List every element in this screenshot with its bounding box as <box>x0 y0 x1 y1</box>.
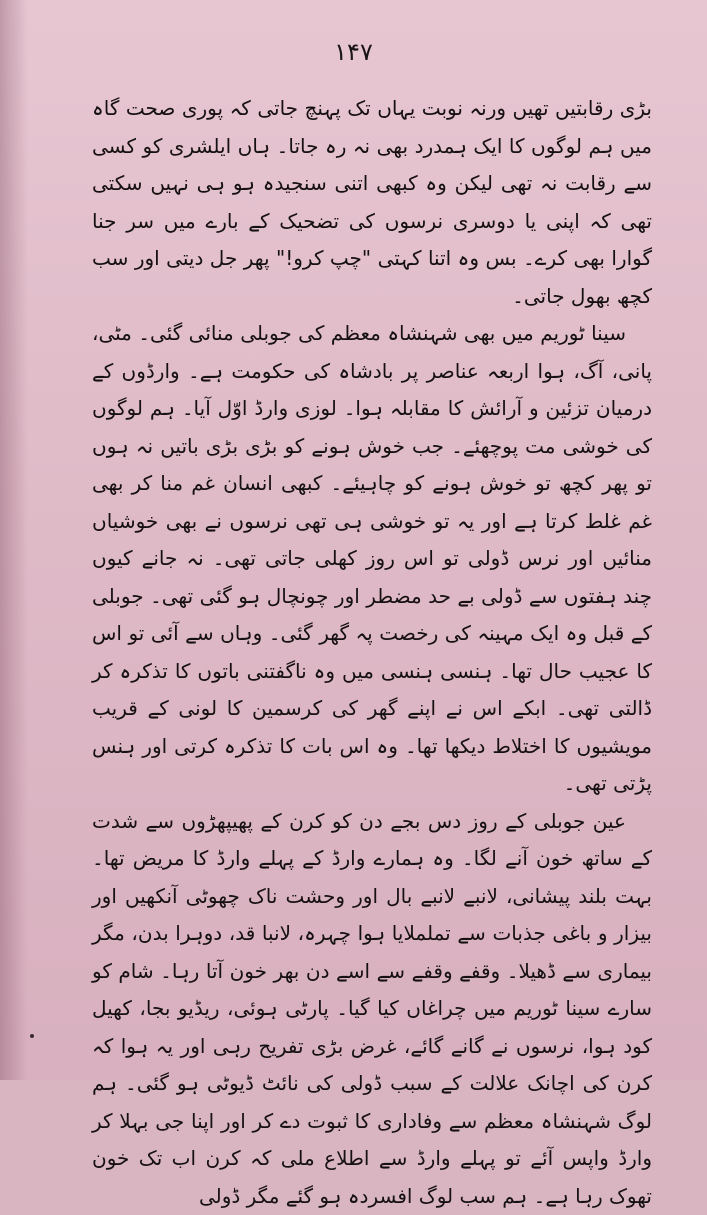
page-number: ۱۴۷ <box>0 38 707 66</box>
page-edge-shadow <box>0 0 28 1080</box>
page-body-text <box>92 90 652 1215</box>
paragraph-3: عین جوبلی کے روز دس بجے دن کو کرن کے پھیپھڑوں سے شدت کے ساتھ خون آنے لگا۔ وہ ہمارے وارڈ کے پہلے وارڈ کا مریض تھا۔ بہت بلند پیشانی، لانبے لانبے بال اور وحشت ناک چھوٹی آنکھیں اور بیزار و باغی جذبات سے تململایا ہوا چہرہ، لانبا قد، دوہرا بدن، مگر بیماری سے ڈھیلا۔ وقفے وقفے سے اسے دن بھر خون آتا رہا۔ شام کو سارے سینا ٹوریم میں چراغاں کیا گیا۔ پارٹی ہوئی، ریڈیو بجا، کھیل کود ہوا، نرسوں نے گانے گائے، غرض بڑی تفریح رہی اور یہ ہوا کہ کرن کی اچانک علالت کے سبب ڈولی کی نائٹ ڈیوٹی ہو گئی۔ ہم لوگ شہنشاہ معظم سے وفاداری کا ثبوت دے کر اور اپنا جی بہلا کر وارڈ واپس آئے تو پہلے وارڈ سے اطلاع ملی کہ کرن اب تک خون تھوک رہا ہے۔ ہم سب لوگ افسردہ ہو گئے مگر ڈولی <box>92 803 652 1215</box>
paragraph-2: سینا ٹوریم میں بھی شہنشاہ معظم کی جوبلی منائی گئی۔ مٹی، پانی، آگ، ہوا اربعہ عناصر پر بادشاہ کی حکومت ہے۔ وارڈوں کے درمیان تزئین و آرائش کا مقابلہ ہوا۔ لوزی وارڈ اوّل آیا۔ ہم لوگوں کی خوشی مت پوچھئے۔ جب خوش ہونے کو بڑی بڑی باتیں نہ ہوں تو پھر کچھ تو خوش ہونے کو چاہیئے۔ کبھی انسان غم منا کر بھی غم غلط کرتا ہے اور یہ تو خوشی ہی تھی نرسوں نے بھی خوشیاں منائیں اور نرس ڈولی تو اس روز کھلی جاتی تھی۔ نہ جانے کیوں چند ہفتوں سے ڈولی بے حد مضطر اور چونچال ہو گئی تھی۔ جوبلی کے قبل وہ ایک مہینہ کی رخصت پہ گھر گئی۔ وہاں سے آئی تو اس کا عجیب حال تھا۔ ہنسی ہنسی میں وہ ناگفتنی باتوں کا تذکرہ کر ڈالتی تھی۔ ابکے اس نے اپنے گھر کی کرسمین کا لونی کے قریب مویشیوں کا اختلاط دیکھا تھا۔ وہ اس بات کا تذکرہ کرتی اور ہنس پڑتی تھی۔ <box>92 315 652 803</box>
paragraph-1: بڑی رقابتیں تھیں ورنہ نوبت یہاں تک پہنچ جاتی کہ پوری صحت گاہ میں ہم لوگوں کا ایک ہمدرد بھی نہ رہ جاتا۔ ہاں ایلشری کو کسی سے رقابت نہ تھی لیکن وہ کبھی اتنی سنجیدہ ہو ہی نہیں سکتی تھی کہ اپنی یا دوسری نرسوں کی تضحیک کے بارے میں سر جنا گوارا بھی کرے۔ بس وہ اتنا کہتی "چپ کرو!" پھر جل دیتی اور سب کچھ بھول جاتی۔ <box>92 90 652 315</box>
page-speck <box>30 1034 34 1038</box>
